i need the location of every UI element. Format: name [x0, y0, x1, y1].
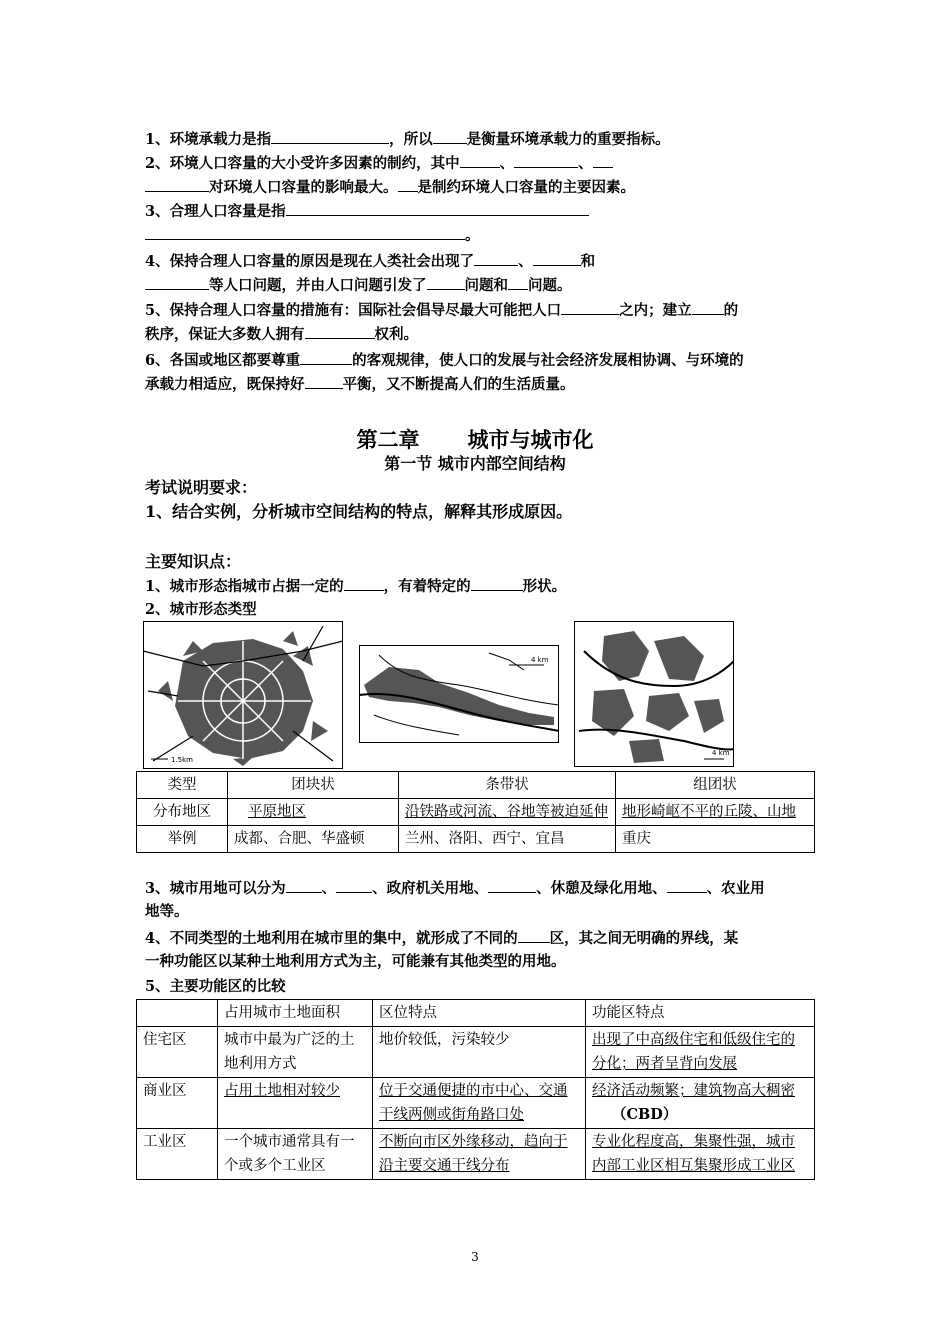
q4-text: 问题。 — [528, 277, 572, 294]
q6-text: 的客观规律，使人口的发展与社会经济发展相协调、与环境的 — [352, 352, 744, 369]
blank[interactable] — [305, 322, 375, 339]
blank[interactable] — [561, 298, 619, 315]
q1-text: 1、环境承载力是指 — [145, 131, 272, 148]
q2-text: 、 — [499, 155, 515, 172]
table-header: 功能区特点 — [586, 1000, 815, 1027]
table-cell: 占用土地相对较少 — [224, 1083, 340, 1099]
blank[interactable] — [474, 249, 518, 266]
section-title: 第一节 城市内部空间结构 — [384, 454, 566, 473]
table-header: 团块状 — [228, 772, 399, 799]
table-cell: 兰州、洛阳、西宁、宜昌 — [399, 826, 616, 853]
table-cell: 一个城市通常具有一个或多个工业区 — [218, 1129, 373, 1180]
knowledge-4-cont: 一种功能区以某种土地利用方式为主，可能兼有其他类型的用地。 — [145, 953, 566, 970]
chapter-name: 城市与城市化 — [467, 427, 594, 452]
table-cell: 分布地区 — [137, 799, 228, 826]
q5-text: 之内；建立 — [619, 302, 692, 319]
table-row — [137, 1027, 815, 1078]
q4-text: 问题和 — [464, 277, 508, 294]
q4-text: 和 — [580, 253, 596, 270]
k3-text: 、休憩及绿化用地、 — [536, 880, 667, 897]
q5-text: 权利。 — [374, 326, 418, 343]
question-2 — [145, 151, 815, 176]
map-scale-label: 1.5km — [171, 756, 194, 764]
k3-text: 、农业用 — [706, 880, 765, 897]
k1-text: ，有着特定的 — [383, 578, 471, 595]
q6-text: 平衡，又不断提高人们的生活质量。 — [342, 376, 575, 393]
question-6-cont — [145, 372, 815, 397]
q2-text: 对环境人口容量的影响最大。 — [209, 179, 398, 196]
q4-text: 、 — [518, 253, 533, 270]
map-strip-city — [359, 645, 559, 743]
table-cell: 举例 — [137, 826, 228, 853]
k3-text: 、 — [321, 880, 337, 897]
blank[interactable] — [145, 175, 209, 192]
table-header: 占用城市土地面积 — [218, 1000, 373, 1027]
question-3-cont — [145, 223, 815, 248]
table-cell: 地形崎岖不平的丘陵、山地 — [622, 804, 796, 820]
table-header: 条带状 — [399, 772, 616, 799]
question-1 — [145, 127, 815, 152]
map-cluster-city — [574, 621, 734, 767]
q6-text: 承载力相适应，既保持好 — [145, 376, 305, 393]
blank[interactable] — [336, 876, 372, 893]
table-header-row — [137, 772, 815, 799]
table-cell: 重庆 — [616, 826, 815, 853]
q3-text: 。 — [465, 227, 480, 244]
table-header-row — [137, 1000, 815, 1027]
q5-text: 的 — [723, 302, 739, 319]
exam-item: 1、结合实例，分析城市空间结构的特点，解释其形成原因。 — [145, 502, 573, 521]
page-number: 3 — [471, 1250, 479, 1264]
table-header — [137, 1000, 218, 1027]
knowledge-2: 2、城市形态类型 — [145, 601, 257, 618]
table-cell: 不断向市区外缘移动，趋向于沿主要交通干线分布 — [379, 1134, 568, 1174]
blank[interactable] — [514, 151, 578, 168]
blank[interactable] — [271, 127, 389, 144]
blank[interactable] — [692, 298, 724, 315]
blank[interactable] — [471, 574, 523, 591]
knowledge-1 — [145, 574, 815, 599]
question-2-cont — [145, 175, 815, 200]
blank[interactable] — [433, 127, 467, 144]
q2-text: 2、环境人口容量的大小受许多因素的制约，其中 — [145, 155, 460, 172]
q2-text: 是制约环境人口容量的主要因素。 — [417, 179, 635, 196]
q1-text: 是衡量环境承载力的重要指标。 — [466, 131, 670, 148]
table-cell: 平原地区 — [248, 804, 306, 820]
table-cell: 地价较低，污染较少 — [373, 1027, 586, 1078]
knowledge-4 — [145, 926, 815, 951]
knowledge-3-cont: 地等。 — [145, 903, 189, 920]
table-cell: 成都、合肥、华盛顿 — [228, 826, 399, 853]
q3-text: 3、合理人口容量是指 — [145, 203, 286, 220]
blank[interactable] — [145, 273, 209, 290]
q5-text: 秩序，保证大多数人拥有 — [145, 326, 305, 343]
k3-text: 3、城市用地可以分为 — [145, 880, 286, 897]
table-header: 区位特点 — [373, 1000, 586, 1027]
question-4-cont — [145, 273, 815, 298]
blank[interactable] — [305, 372, 343, 389]
blank[interactable] — [488, 876, 536, 893]
table-cell: 专业化程度高，集聚性强，城市内部工业区相互集聚形成工业区 — [592, 1134, 795, 1174]
question-5-cont — [145, 322, 815, 347]
cbd-label: （CBD） — [612, 1106, 678, 1123]
q1-text: ，所以 — [389, 131, 433, 148]
question-5 — [145, 298, 815, 323]
map-scale-label: 4 km — [712, 749, 730, 757]
table-row — [137, 826, 815, 853]
map-compact-city — [143, 621, 343, 769]
chapter-title — [0, 424, 950, 454]
q4-text: 等人口问题，并由人口问题引发了 — [209, 277, 427, 294]
table-cell: 位于交通便捷的市中心、交通干线两侧或街角路口处 — [379, 1083, 568, 1123]
map-scale-label: 4 km — [531, 656, 549, 664]
q2-text: 、 — [578, 155, 593, 172]
blank[interactable] — [460, 151, 500, 168]
question-6 — [145, 348, 815, 373]
blank[interactable] — [533, 249, 581, 266]
q4-text: 4、保持合理人口容量的原因是现在人类社会出现了 — [145, 253, 475, 270]
blank[interactable] — [344, 574, 384, 591]
city-form-table — [136, 771, 815, 853]
table-cell: 沿铁路或河流、谷地等被迫延伸 — [405, 804, 608, 820]
blank[interactable] — [667, 876, 707, 893]
blank[interactable] — [508, 273, 528, 290]
blank[interactable] — [518, 926, 550, 943]
knowledge-5: 5、主要功能区的比较 — [145, 978, 286, 995]
k4-text: 4、不同类型的土地利用在城市里的集中，就形成了不同的 — [145, 930, 518, 947]
knowledge-3 — [145, 876, 815, 901]
blank[interactable] — [286, 199, 589, 216]
k1-text: 形状。 — [522, 578, 567, 595]
table-cell: 住宅区 — [137, 1027, 218, 1078]
knowledge-heading: 主要知识点： — [145, 552, 242, 571]
k3-text: 、政府机关用地、 — [372, 880, 489, 897]
blank[interactable] — [398, 175, 418, 192]
blank[interactable] — [286, 876, 322, 893]
blank[interactable] — [593, 151, 613, 168]
table-cell: 商业区 — [137, 1078, 218, 1129]
k1-text: 1、城市形态指城市占据一定的 — [145, 578, 344, 595]
table-header: 组团状 — [616, 772, 815, 799]
table-row — [137, 799, 815, 826]
table-cell: 经济活动频繁；建筑物高大稠密 — [592, 1083, 795, 1099]
blank[interactable] — [427, 273, 465, 290]
question-3 — [145, 199, 815, 224]
question-4 — [145, 249, 815, 274]
blank[interactable] — [145, 223, 465, 240]
table-cell: 工业区 — [137, 1129, 218, 1180]
table-row — [137, 1129, 815, 1180]
k4-text: 区，其之间无明确的界线，某 — [549, 930, 739, 947]
table-cell: 城市中最为广泛的土地利用方式 — [218, 1027, 373, 1078]
table-header: 类型 — [137, 772, 228, 799]
blank[interactable] — [300, 348, 352, 365]
table-cell: 出现了中高级住宅和低级住宅的分化；两者呈背向发展 — [592, 1032, 795, 1072]
table-row — [137, 1078, 815, 1129]
function-zone-table — [136, 999, 815, 1180]
exam-heading: 考试说明要求： — [145, 478, 258, 497]
q5-text: 5、保持合理人口容量的措施有：国际社会倡导尽最大可能把人口 — [145, 302, 562, 319]
q6-text: 6、各国或地区都要尊重 — [145, 352, 301, 369]
chapter-number: 第二章 — [356, 427, 420, 452]
